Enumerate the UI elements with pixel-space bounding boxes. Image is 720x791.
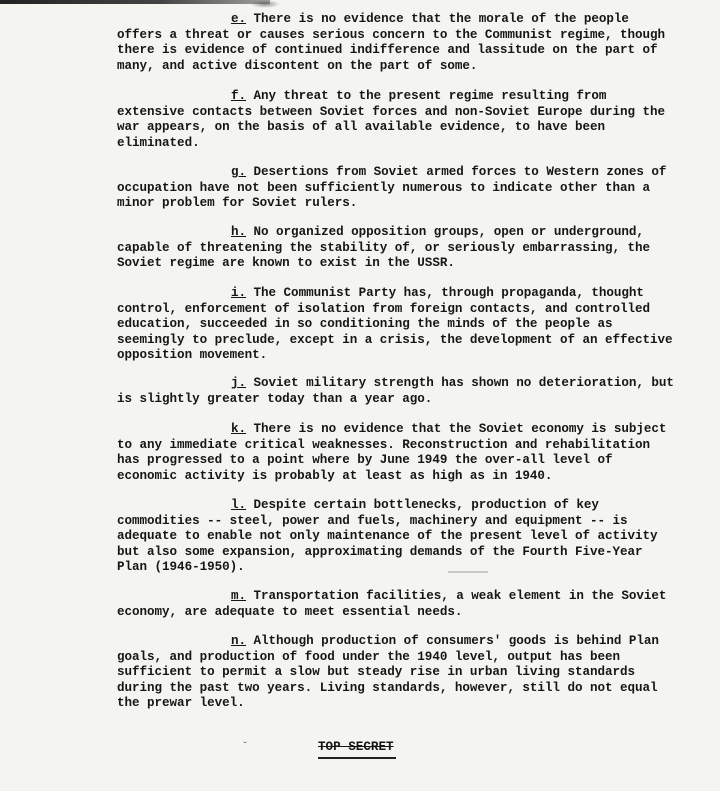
scan-mark [448,571,488,573]
paragraph-letter: g. [231,165,247,179]
paragraph-letter: h. [231,225,247,239]
paragraph-text: Transportation facilities, a weak element in the Soviet economy, are adequate to meet essential needs. [117,589,667,619]
paragraph-e [117,12,677,74]
stray-mark: ˇ [242,742,249,753]
classification-underline [318,757,396,759]
paragraph-letter: k. [231,422,247,436]
paragraph-text: The Communist Party has, through propaganda, thought control, enforcement of isolation from foreign contacts, and controlled education, succeeded in so conditioning the minds of the people as seemingly to preclude, except in a crisis, the development of an effective opposition movement. [117,286,673,363]
paragraph-m [117,589,677,620]
paragraph-letter: n. [231,634,247,648]
paragraph-letter: e. [231,12,247,26]
paragraph-text: Despite certain bottlenecks, production of key commodities -- steel, power and fuels, machinery and equipment -- is adequate to enable not only maintenance of the present level of activity but also some expansion, approximating demands of the Fourth Five-Year Plan (1946-1950). [117,498,658,575]
paragraph-letter: l. [231,498,247,512]
paragraph-text: Desertions from Soviet armed forces to Western zones of occupation have not been sufficiently numerous to indicate other than a minor problem for Soviet rulers. [117,165,667,211]
paragraph-i [117,286,677,364]
paragraph-text: No organized opposition groups, open or underground, capable of threatening the stability of, or seriously embarrassing, the Soviet regime are known to exist in the USSR. [117,225,651,271]
paragraph-n [117,634,677,712]
paragraph-text: Any threat to the present regime resulting from extensive contacts between Soviet forces and non-Soviet Europe during the war appears, on the basis of all available evidence, to have been eliminated. [117,89,666,150]
paragraph-letter: i. [231,286,247,300]
scan-smudge [250,0,280,8]
paragraph-g [117,165,677,212]
paragraph-text: There is no evidence that the morale of the people offers a threat or causes serious concern to the Communist regime, though there is evidence of continued indifference and lassitude on the part of many, and active discontent on the part of some. [117,12,666,73]
paragraph-text: Although production of consumers' goods is behind Plan goals, and production of food under the 1940 level, output has been sufficient to permit a slow but steady rise in urban living standards during the past two years. Living standards, however, still do not equal the prewar level. [117,634,659,711]
paragraph-j [117,376,677,407]
paragraph-letter: j. [231,376,247,390]
paragraph-letter: f. [231,89,247,103]
classification-marking: TOP SECRET [318,740,394,754]
paragraph-text: There is no evidence that the Soviet economy is subject to any immediate critical weaknesses. Reconstruction and rehabilitation has progressed to a point where by June 1949 the over-all level of economic activity is probably at least as high as in 1940. [117,422,667,483]
paragraph-f [117,89,677,151]
paragraph-l [117,498,677,576]
paragraph-k [117,422,677,484]
top-rule [0,0,270,4]
paragraph-h [117,225,677,272]
paragraph-text: Soviet military strength has shown no deterioration, but is slightly greater today than a year ago. [117,376,674,406]
paragraph-letter: m. [231,589,247,603]
